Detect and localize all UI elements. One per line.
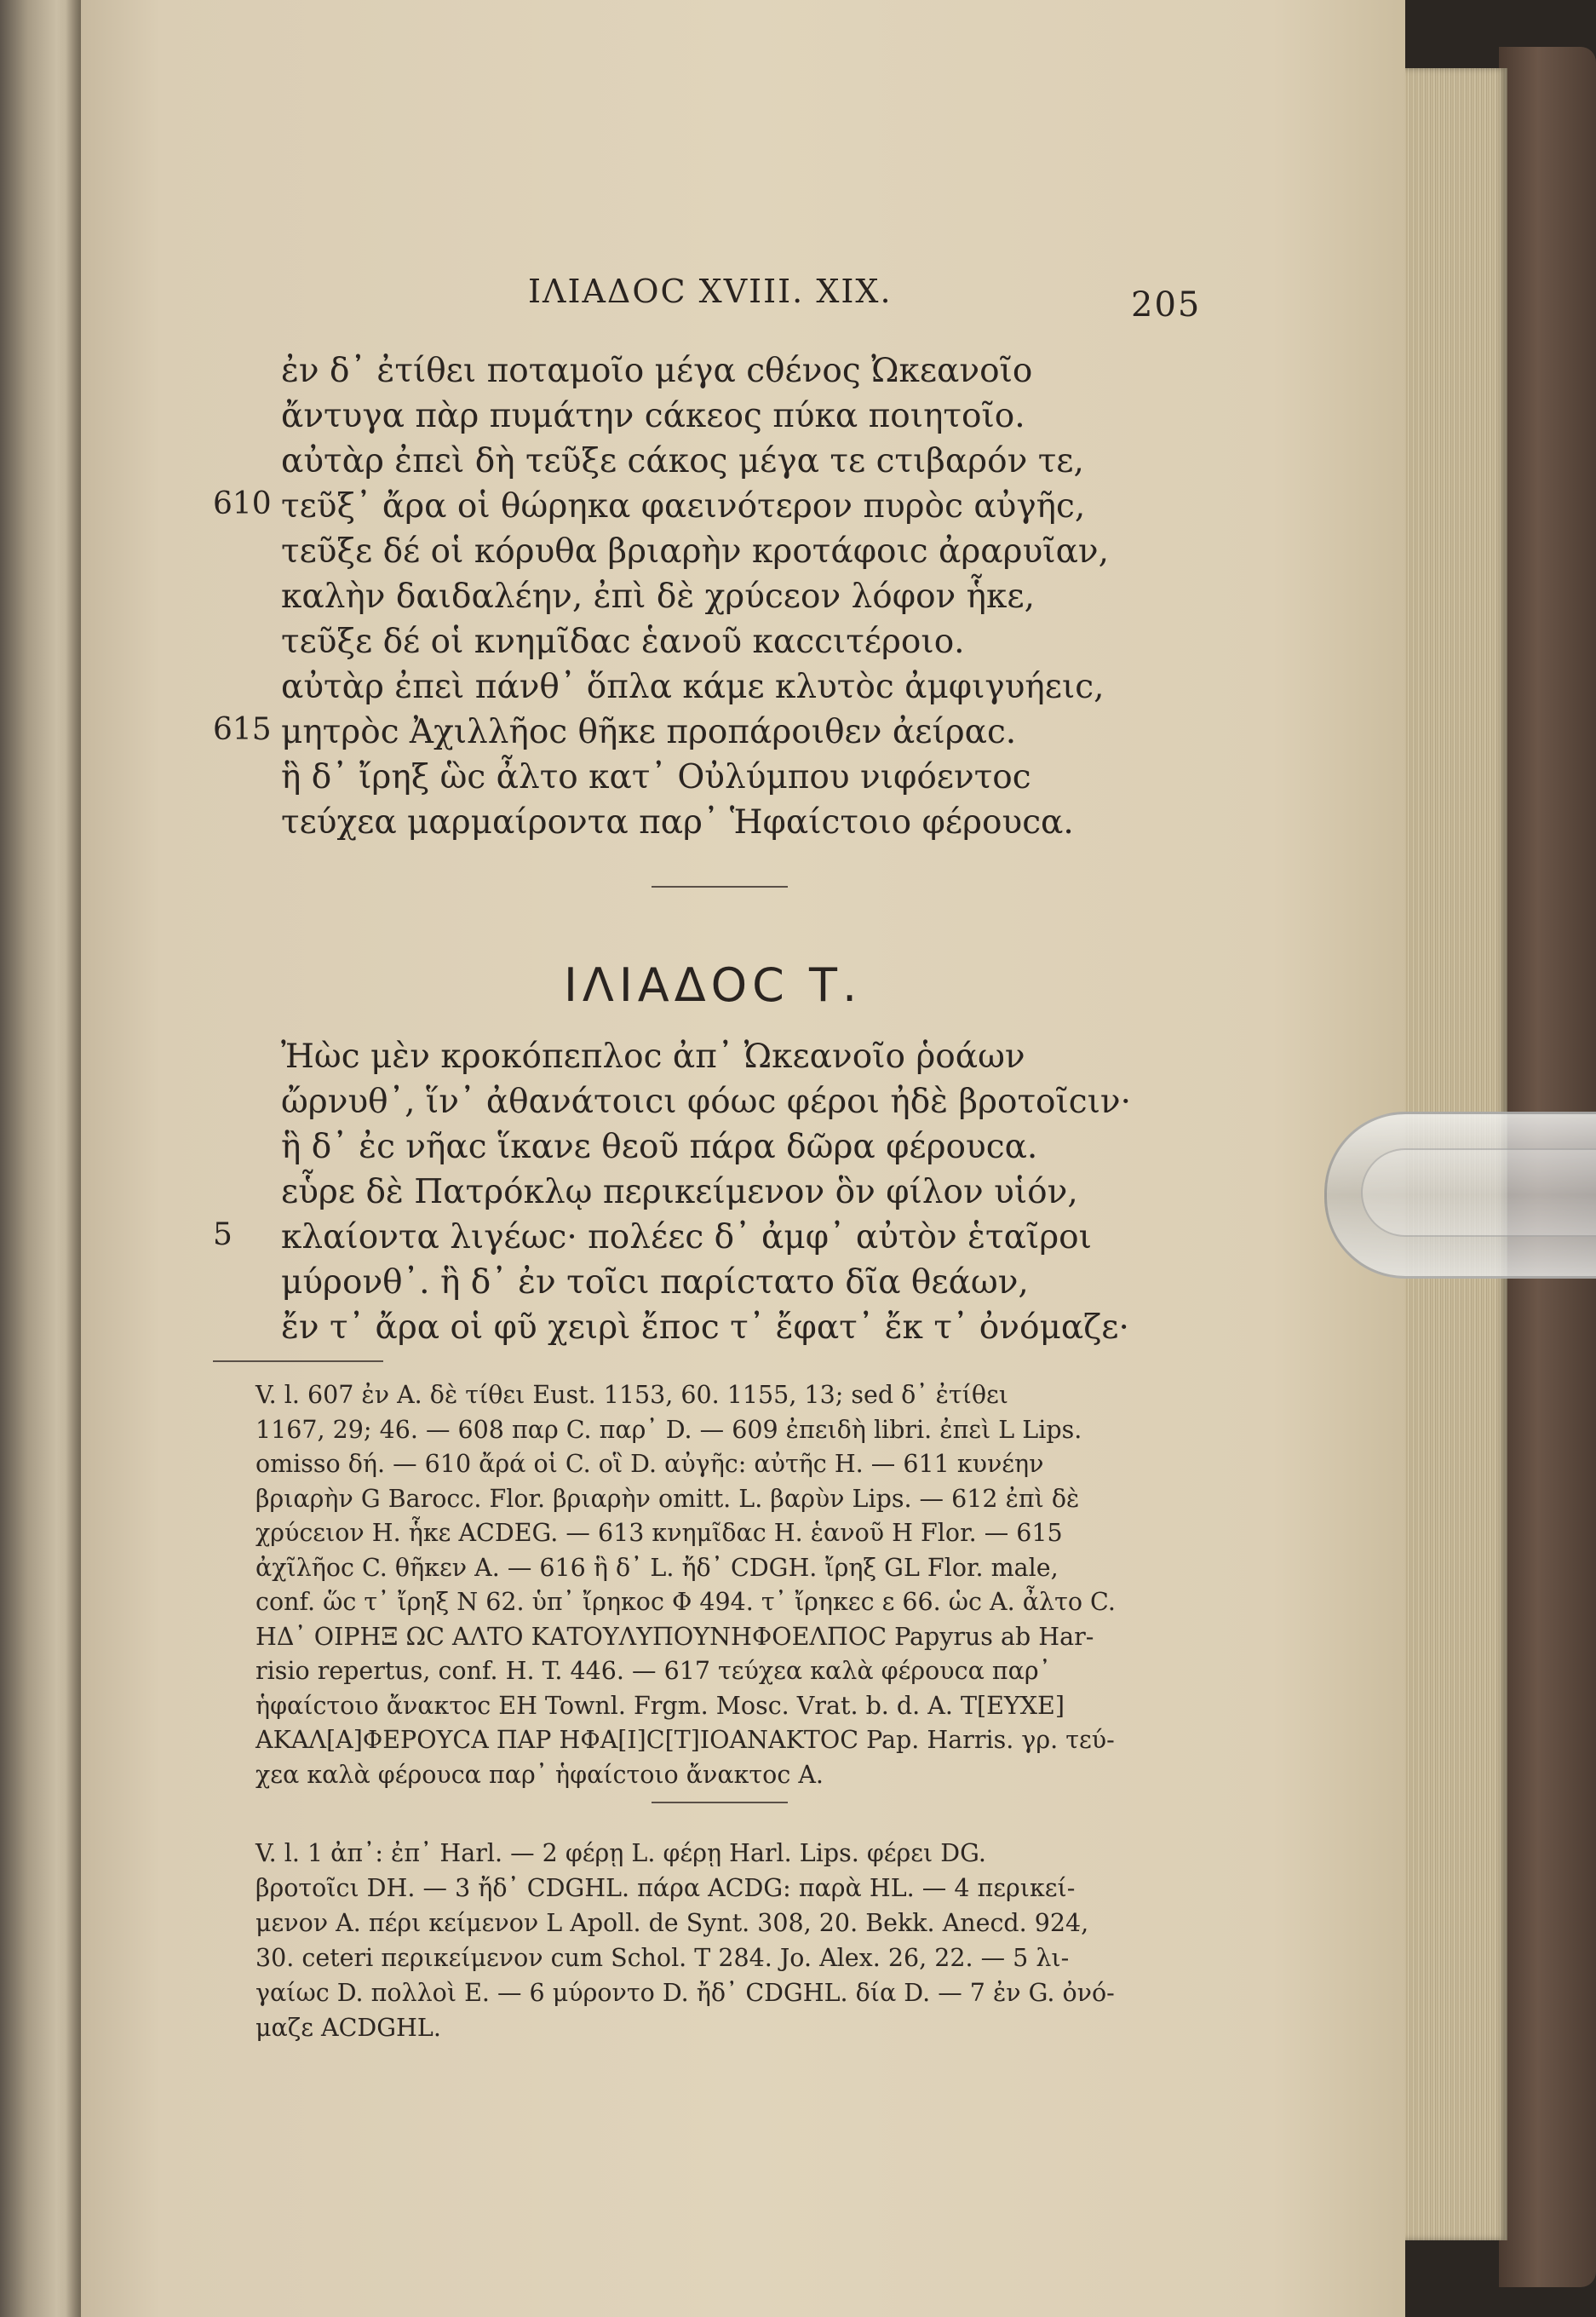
note-line: V. l. 607 ἐν A. δὲ τίθει Eust. 1153, 60. 1155, 13; sed δ᾽ ἐτίθει <box>255 1381 1008 1409</box>
verse-line: τεύχεα μαρμαίροντα παρ᾽ Ἡφαίcτοιο φέρουcα. <box>281 803 1074 842</box>
page-number: 205 <box>1131 285 1202 325</box>
note-line: ἀχῖλῆοc C. θῆκεν A. — 616 ἣ δ᾽ L. ἤδ᾽ CDGH. ἴρηξ GL Flor. male, <box>255 1553 1059 1582</box>
note-line: ΗΔ᾽ ΟΙΡΗΞ ΩC ΑΛΤΟ ΚΑΤΟΥΛΥΠΟΥΝΗΦΟΕΛΠΟC Papyrus ab Har- <box>255 1622 1094 1651</box>
note-line: ἡφαίcτοιο ἄνακτοc EH Townl. Frgm. Mosc. Vrat. b. d. A. Τ[ΕΥΧΕ] <box>255 1691 1065 1720</box>
verse-line: αὐτὰρ ἐπεὶ πάνθ᾽ ὅπλα κάμε κλυτὸc ἀμφιγυήειc, <box>281 668 1105 706</box>
verse-line: ἄντυγα πὰρ πυμάτην cάκεος πύκα ποιητοῖο. <box>281 397 1025 435</box>
verse-line: τεῦξ᾽ ἄρα οἱ θώρηκα φαεινότερον πυρὸc αὐγῆc, <box>281 487 1086 526</box>
note-line: βροτοῖcι DH. — 3 ἤδ᾽ CDGHL. πάρα ACDG: παρὰ HL. — 4 περικεί- <box>255 1874 1076 1902</box>
verse-line: κλαίοντα λιγέωc· πολέεc δ᾽ ἀμφ᾽ αὐτὸν ἑταῖροι <box>281 1218 1092 1256</box>
verse-line: ἐν δ᾽ ἐτίθει ποταμοῖο μέγα cθένος Ὠκεανοῖο <box>281 352 1033 390</box>
note-line: risio repertus, conf. H. T. 446. — 617 τεύχεα καλὰ φέρουcα παρ᾽ <box>255 1657 1051 1685</box>
note-line: μαζε ACDGHL. <box>255 2014 441 2042</box>
note-line: γαίωc D. πολλοὶ E. — 6 μύροντο D. ἤδ᾽ CDGHL. δία D. — 7 ἐν G. ὀνό- <box>255 1979 1115 2007</box>
note-line: 30. ceteri περικείμενον cum Schol. Τ 284. Jo. Alex. 26, 22. — 5 λι- <box>255 1944 1070 1972</box>
verse-line: τεῦξε δέ οἱ κνημῖδαc ἑανοῦ καccιτέροιο. <box>281 623 965 661</box>
facing-page-edge <box>0 0 81 2317</box>
section-divider <box>652 886 788 888</box>
verse-line: μύρονθ᾽. ἣ δ᾽ ἐν τοῖcι παρίcτατο δῖα θεάων, <box>281 1263 1029 1302</box>
note-line: V. l. 1 ἀπ᾽: ἐπ᾽ Harl. — 2 φέρῃ L. φέρῃ Harl. Lips. φέρει DG. <box>255 1839 986 1867</box>
note-line: χρύcειον H. ἧκε ACDEG. — 613 κνημῖδαc H. ἑανοῦ H Flor. — 615 <box>255 1519 1063 1547</box>
note-line: βριαρὴν G Barocc. Flor. βριαρὴν omitt. L. βαρὺν Lips. — 612 ἐπὶ δὲ <box>255 1484 1080 1513</box>
verse-line: ἣ δ᾽ ἴρηξ ὣc ἆλτο κατ᾽ Οὐλύμπου νιφόεντοc <box>281 758 1031 796</box>
notes-divider <box>213 1360 383 1362</box>
verse-line: μητρὸc Ἀχιλλῆοc θῆκε προπάροιθεν ἀείραc. <box>281 713 1017 751</box>
note-line: μενον A. πέρι κείμενον L Apoll. de Synt. 308, 20. Bekk. Anecd. 924, <box>255 1909 1089 1937</box>
page-clip <box>1324 1112 1596 1279</box>
note-line: omisso δή. — 610 ἄρά οἱ C. οἳ D. αὐγῆc: αὐτῆc H. — 611 κυνέην <box>255 1450 1044 1478</box>
note-line: 1167, 29; 46. — 608 παρ C. παρ᾽ D. — 609 ἐπειδὴ libri. ἐπεὶ L Lips. <box>255 1415 1082 1444</box>
verse-line: ὤρνυθ᾽, ἵν᾽ ἀθανάτοιcι φόωc φέροι ἠδὲ βροτοῖcιν· <box>281 1083 1132 1121</box>
verse-line: Ἠὼc μὲν κροκόπεπλοc ἀπ᾽ Ὠκεανοῖο ῥοάων <box>281 1038 1025 1076</box>
verse-line: καλὴν δαιδαλέην, ἐπὶ δὲ χρύcεον λόφον ἧκε, <box>281 578 1036 616</box>
line-number: 610 <box>213 486 272 521</box>
verse-line: αὐτὰρ ἐπεὶ δὴ τεῦξε cάκος μέγα τε cτιβαρόν τε, <box>281 442 1084 480</box>
note-line: conf. ὥc τ᾽ ἴρηξ N 62. ὑπ᾽ ἴρηκοc Φ 494. τ᾽ ἴρηκεc ε 66. ὡc A. ἆλτο C. <box>255 1588 1116 1616</box>
verse-line: ἣ δ᾽ ἐc νῆαc ἵκανε θεοῦ πάρα δῶρα φέρουcα. <box>281 1128 1038 1166</box>
book-title: ΙΛΙΑΔΟϹ Τ. <box>564 958 863 1012</box>
verse-line: τεῦξε δέ οἱ κόρυθα βριαρὴν κροτάφοιc ἀραρυῖαν, <box>281 532 1110 571</box>
notes-section-divider <box>652 1802 788 1803</box>
running-header: ΙΛΙΑΔΟϹ XVIII. XIX. <box>528 273 893 310</box>
verse-line: εὗρε δὲ Πατρόκλῳ περικείμενον ὃν φίλον υἱόν, <box>281 1173 1078 1211</box>
line-number: 615 <box>213 712 272 747</box>
line-number: 5 <box>213 1217 233 1252</box>
note-line: ΑΚΑΛ[Α]ΦΕΡΟΥCΑ ΠΑΡ ΗΦΑ[Ι]C[Τ]ΙΟΑΝΑΚΤΟC Pap. Harris. γρ. τεύ- <box>255 1726 1115 1754</box>
verse-line: ἔν τ᾽ ἄρα οἱ φῦ χειρὶ ἔποc τ᾽ ἔφατ᾽ ἔκ τ᾽ ὀνόμαζε· <box>281 1308 1129 1347</box>
note-line: χεα καλὰ φέρουcα παρ᾽ ἡφαίcτοιο ἄνακτοc A. <box>255 1760 824 1789</box>
